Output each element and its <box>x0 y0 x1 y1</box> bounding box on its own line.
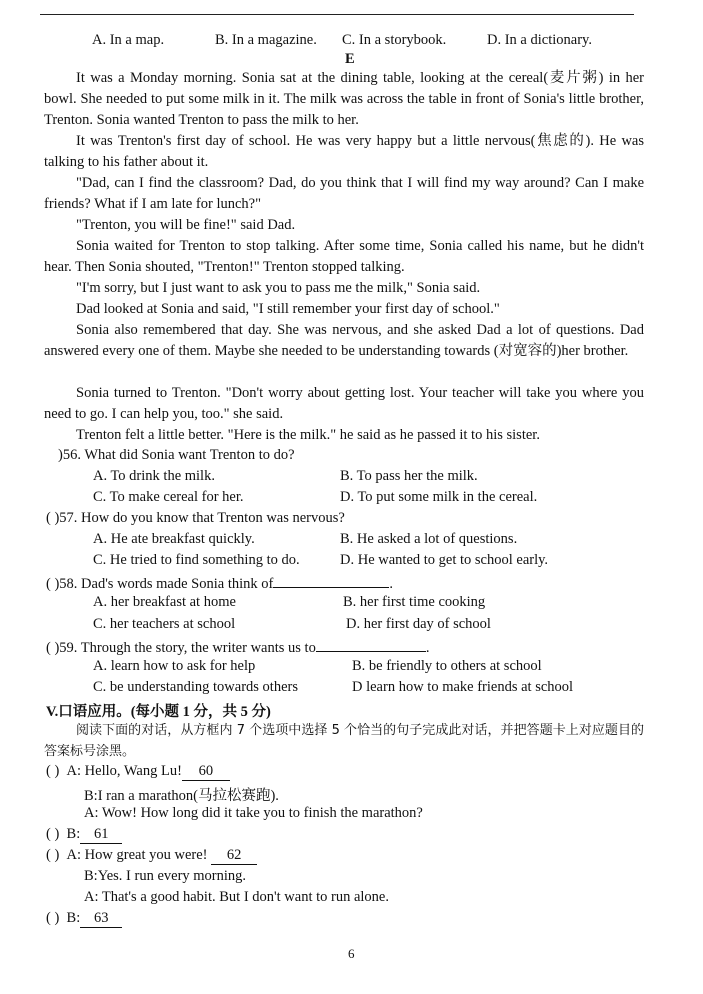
passage-paragraph: "I'm sorry, but I just want to ask you to pass me the milk," Sonia said. <box>76 280 481 296</box>
dialogue-line: A: Wow! How long did it take you to finish the marathon? <box>84 805 423 821</box>
passage-paragraph: Sonia waited for Trenton to stop talking. After some time, Sonia called his name, but he didn't hear. Then Sonia shouted, "Trenton!" Trenton stopped talking. <box>44 238 644 275</box>
question-56-stem: )56. What did Sonia want Trenton to do? <box>58 447 295 463</box>
dialogue-line: B:Yes. I run every morning. <box>84 868 247 884</box>
section-heading: V.口语应用。(每小题 1 分，共 5 分) <box>46 704 271 720</box>
dialogue-line <box>46 763 230 781</box>
option-a: A. In a map. <box>92 32 165 48</box>
answer-blank[interactable] <box>316 637 426 652</box>
answer-blank-63[interactable]: 63 <box>80 910 122 928</box>
option-d: D. In a dictionary. <box>487 32 592 48</box>
question-57-stem: ( )57. How do you know that Trenton was nervous? <box>46 510 345 526</box>
option-c: C. In a storybook. <box>342 32 447 48</box>
passage-paragraph: It was a Monday morning. Sonia sat at the dining table, looking at the cereal(麦片粥) in her bowl. She needed to put some milk in it. The milk was across the table in front of Sonia's little brother, Trenton. Sonia wanted Trenton to pass the milk to her. <box>44 70 644 128</box>
answer-paren[interactable]: ( ) <box>46 763 60 779</box>
answer-blank-62[interactable]: 62 <box>211 847 257 865</box>
passage-paragraph: It was Trenton's first day of school. He was very happy but a little nervous(焦虑的). He was talking to his father about it. <box>44 133 644 170</box>
dialogue-line <box>46 910 122 928</box>
option-c[interactable]: C. her teachers at school <box>93 616 236 632</box>
dialogue-text: A: How great you were! <box>66 847 208 863</box>
option-d[interactable]: D. her first day of school <box>346 616 491 632</box>
passage-paragraph: "Trenton, you will be fine!" said Dad. <box>76 217 296 233</box>
answer-blank-60[interactable]: 60 <box>182 763 230 781</box>
section-instruction: 阅读下面的对话，从方框内 7 个选项中选择 5 个恰当的句子完成此对话，并把答题卡上对应题目的答案标号涂黑。 <box>44 723 644 759</box>
answer-paren[interactable]: ( ) <box>46 826 60 842</box>
passage-paragraph: Trenton felt a little better. "Here is the milk." he said as he passed it to his sister. <box>76 427 540 443</box>
option-b[interactable]: B. To pass her the milk. <box>340 468 478 484</box>
option-d[interactable]: D. He wanted to get to school early. <box>340 552 549 568</box>
option-b[interactable]: B. He asked a lot of questions. <box>340 531 518 547</box>
dialogue-text: B: <box>66 910 81 926</box>
answer-paren[interactable]: ( ) <box>46 910 60 926</box>
dialogue-line <box>46 826 122 844</box>
option-b[interactable]: B. her first time cooking <box>343 594 486 610</box>
question-58-stem: ( )58. Dad's words made Sonia think of . <box>46 573 393 593</box>
option-c[interactable]: C. To make cereal for her. <box>93 489 244 505</box>
option-a[interactable]: A. He ate breakfast quickly. <box>93 531 255 547</box>
dialogue-text: A: Hello, Wang Lu! <box>66 763 182 779</box>
answer-paren[interactable]: ( ) <box>46 847 60 863</box>
passage-paragraph: Sonia turned to Trenton. "Don't worry about getting lost. Your teacher will take you where you need to go. I can help you, too." she said. <box>44 385 644 422</box>
passage-paragraph: Sonia also remembered that day. She was nervous, and she asked Dad a lot of questions. Dad answered every one of them. Maybe she needed to be understanding towards (对宽容的)her brother. <box>44 322 644 359</box>
option-d[interactable]: D. To put some milk in the cereal. <box>340 489 538 505</box>
dialogue-text: B: <box>66 826 81 842</box>
passage-paragraph: "Dad, can I find the classroom? Dad, do you think that I will find my way around? Can I make friends? What if I am late for lunch?" <box>44 175 644 212</box>
option-b[interactable]: B. be friendly to others at school <box>352 658 542 674</box>
page-number: 6 <box>348 946 355 961</box>
top-rule <box>40 14 634 15</box>
question-59-stem: ( )59. Through the story, the writer wants us to . <box>46 637 429 657</box>
dialogue-line: B:I ran a marathon(马拉松赛跑). <box>84 788 279 804</box>
answer-blank[interactable] <box>273 573 389 588</box>
option-a[interactable]: A. To drink the milk. <box>93 468 215 484</box>
option-b: B. In a magazine. <box>215 32 317 48</box>
question-58-text: ( )58. Dad's words made Sonia think of <box>46 576 274 592</box>
section-letter: E <box>345 51 355 67</box>
answer-blank-61[interactable]: 61 <box>80 826 122 844</box>
passage-paragraph: Dad looked at Sonia and said, "I still remember your first day of school." <box>76 301 500 317</box>
option-a[interactable]: A. her breakfast at home <box>93 594 236 610</box>
option-d[interactable]: D learn how to make friends at school <box>352 679 574 695</box>
dialogue-line <box>46 847 257 865</box>
dialogue-line: A: That's a good habit. But I don't want to run alone. <box>84 889 389 905</box>
option-c[interactable]: C. He tried to find something to do. <box>93 552 300 568</box>
option-c[interactable]: C. be understanding towards others <box>93 679 298 695</box>
option-a[interactable]: A. learn how to ask for help <box>93 658 256 674</box>
question-59-text: ( )59. Through the story, the writer wants us to <box>46 640 316 656</box>
